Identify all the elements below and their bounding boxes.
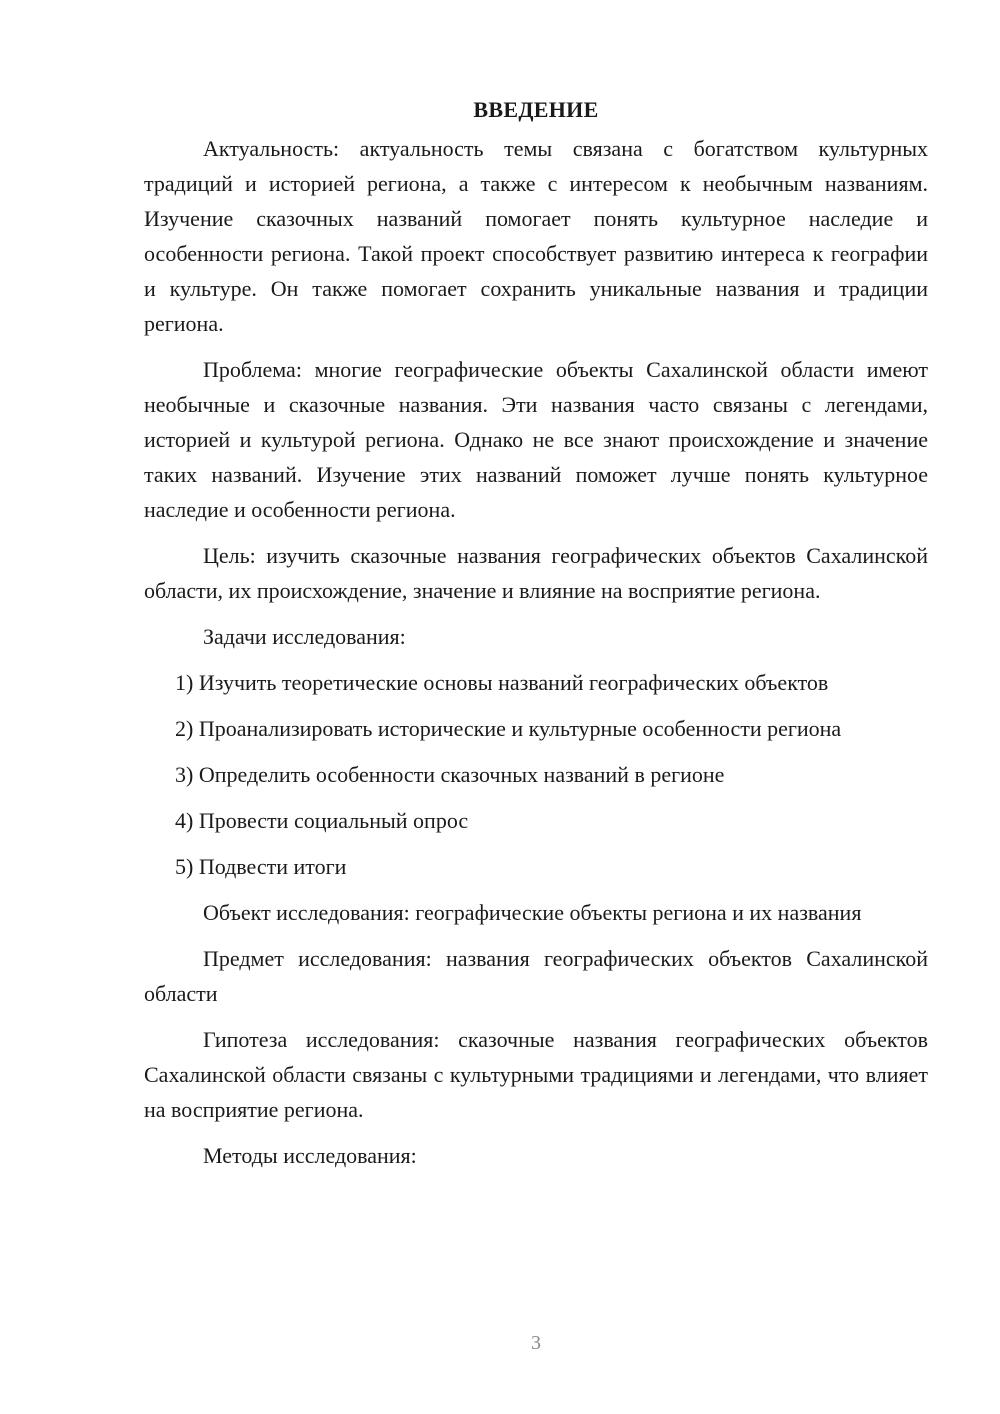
page-title: ВВЕДЕНИЕ xyxy=(473,97,599,122)
task-item-2: 2) Проанализировать исторические и культурные особенности региона xyxy=(175,716,842,741)
task-item-5: 5) Подвести итоги xyxy=(175,854,347,879)
paragraph-problem: Проблема: многие географические объекты Сахалинской области имеют необычные и сказочные названия. Эти названия часто связаны с легендами, историей и культурой региона. Однако не все знают происхождение и значение таких названий. Изучение этих названий поможет лучше понять культурное наследие и особенности региона. xyxy=(144,357,928,522)
paragraph-subject: Предмет исследования: названия географических объектов Сахалинской области xyxy=(144,946,928,1006)
task-item-1: 1) Изучить теоретические основы названий географических объектов xyxy=(175,670,829,695)
task-item-3: 3) Определить особенности сказочных названий в регионе xyxy=(175,762,725,787)
page-number: 3 xyxy=(531,1332,541,1354)
paragraph-goal: Цель: изучить сказочные названия географических объектов Сахалинской области, их происхождение, значение и влияние на восприятие региона. xyxy=(144,543,928,603)
paragraph-hypothesis: Гипотеза исследования: сказочные названия географических объектов Сахалинской области связаны с культурными традициями и легендами, что влияет на восприятие региона. xyxy=(144,1027,928,1122)
document-page xyxy=(144,92,928,1184)
paragraph-tasks-heading: Задачи исследования: xyxy=(203,624,406,649)
paragraph-relevance: Актуальность: актуальность темы связана с богатством культурных традиций и историей региона, а также с интересом к необычным названиям. Изучение сказочных названий помогает понять культурное наследие и особенности региона. Такой проект способствует развитию интереса к географии и культуре. Он также помогает сохранить уникальные названия и традиции региона. xyxy=(144,136,928,336)
paragraph-methods: Методы исследования: xyxy=(203,1143,417,1168)
task-item-4: 4) Провести социальный опрос xyxy=(175,808,469,833)
paragraph-object: Объект исследования: географические объекты региона и их названия xyxy=(203,900,862,925)
